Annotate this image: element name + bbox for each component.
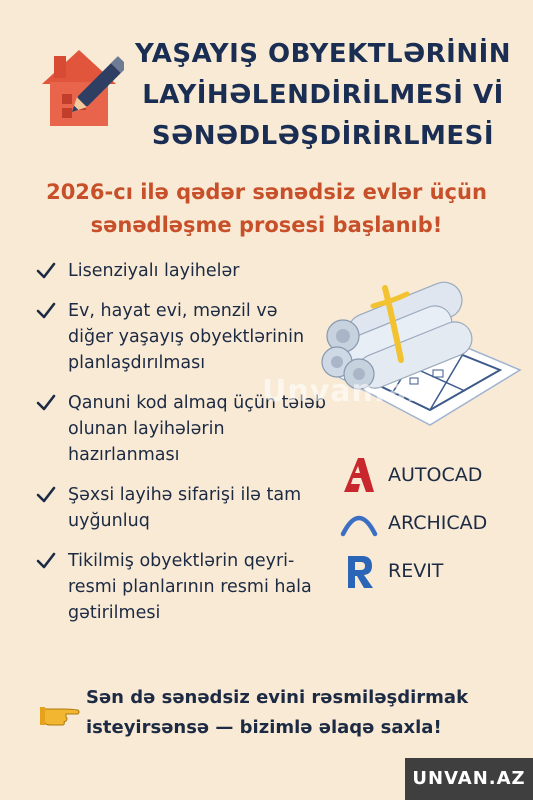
feature-item xyxy=(36,482,326,534)
subtitle-line: 2026-cı ilə qədər sənədsiz evlər üçün xyxy=(46,180,487,204)
feature-item xyxy=(36,298,326,376)
pointing-hand-icon xyxy=(40,697,80,727)
software-label: ARCHICAD xyxy=(388,512,488,534)
cta-text xyxy=(86,683,526,743)
announcement-subtitle xyxy=(0,176,533,242)
software-list xyxy=(340,452,530,596)
cta-line: Sən də sənədsiz evini rəsmiləşdirmak xyxy=(86,687,469,708)
checkmark-icon xyxy=(36,552,56,570)
feature-text: Şəxsi layihə sifarişi ilə tam uyğunluq xyxy=(68,485,302,531)
software-item-autocad xyxy=(340,452,530,500)
feature-text: Lisenziyalı layihelər xyxy=(68,261,240,281)
feature-text: Tikilmiş obyektlərin qeyri-resmi planlarının resmi hala gətirilmesi xyxy=(68,551,312,623)
feature-text: Ev, hayat evi, mənzil və diğer yaşayış obyektlərinin planlaşdırılması xyxy=(68,301,305,373)
feature-list xyxy=(36,258,326,640)
feature-item xyxy=(36,258,326,284)
checkmark-icon xyxy=(36,262,56,280)
subtitle-line: sənədləşme prosesi başlanıb! xyxy=(90,213,443,237)
software-label: AUTOCAD xyxy=(388,464,483,486)
cta-line: isteyirsənsə — bizimlə əlaqə saxla! xyxy=(86,717,442,738)
feature-item xyxy=(36,548,326,626)
checkmark-icon xyxy=(36,486,56,504)
watermark: Unvan.az xyxy=(262,374,426,409)
archicad-logo-icon xyxy=(340,504,378,542)
title-line: YAŞAYIŞ OBYEKTLƏRİNİN xyxy=(134,39,512,69)
software-item-revit xyxy=(340,548,530,596)
blueprint-rolls-illustration xyxy=(315,250,530,460)
checkmark-icon xyxy=(36,394,56,412)
feature-text: Qanuni kod almaq üçün tələb olunan layihələrin hazırlanması xyxy=(68,393,326,465)
title-line: SƏNƏDLƏŞDİRİRLMESİ xyxy=(151,121,495,151)
revit-logo-icon xyxy=(340,552,378,590)
site-badge: UNVAN.AZ xyxy=(405,758,533,800)
title-line: LAYİHƏLENDİRİLMESİ Vİ xyxy=(142,80,504,110)
house-pencil-icon xyxy=(34,36,124,131)
header xyxy=(0,0,533,170)
software-label: REVIT xyxy=(388,560,444,582)
page-title xyxy=(118,34,528,157)
software-item-archicad xyxy=(340,500,530,548)
checkmark-icon xyxy=(36,302,56,320)
autocad-logo-icon xyxy=(340,456,378,494)
